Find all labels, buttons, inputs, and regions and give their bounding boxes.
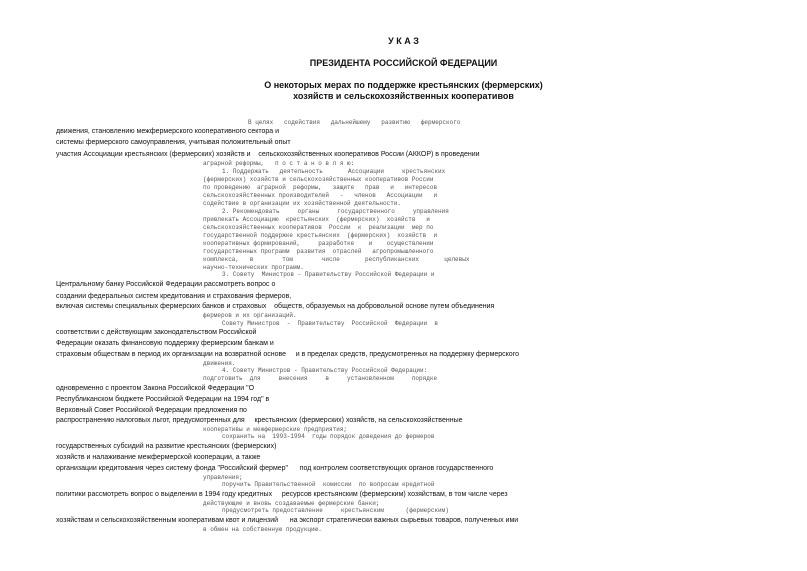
body-line: аграрной реформы, п о с т а н о в л я ю: <box>203 160 355 167</box>
body-line: кооперативных формирований, разработке и осуществлении <box>203 240 434 247</box>
body-line: создании федеральных систем кредитования и страхования фермеров, <box>56 293 292 300</box>
body-line: (фермерских) хозяйств и сельскохозяйственных кооперативов России <box>203 176 434 183</box>
body-line: кооперативы и межфермерские предприятия; <box>203 426 348 433</box>
body-line: хозяйствам и сельскохозяйственным кооперативам квот и лицензий на экспорт стратегически важных сырьевых товаров, полученных ими <box>56 517 519 524</box>
body-line: распространению налоговых льгот, предусмотренных для крестьянских (фермерских) хозяйств, на сельскохозяйственные <box>56 417 463 424</box>
document-title-line-1: О некоторых мерах по поддержке крестьянских (фермерских) <box>264 80 543 90</box>
body-line: хозяйств и налаживание межфермерской кооперации, а также <box>56 454 261 461</box>
body-line: участия Ассоциации крестьянских (фермерских) хозяйств и сельскохозяйственных кооперативов России (АККОР) в проведении <box>56 151 480 158</box>
body-line: соответствии с действующим законодательством Российской <box>56 329 257 336</box>
body-line: 1. Поддержать деятельность Ассоциации крестьянских <box>222 168 446 175</box>
body-line: сельскохозяйственных кооперативов России к реализации мер по <box>203 224 434 231</box>
issuer-heading: ПРЕЗИДЕНТА РОССИЙСКОЙ ФЕДЕРАЦИИ <box>309 58 498 68</box>
body-line: научно-технических программ. <box>203 264 304 271</box>
body-line: действующие и вновь создаваемые фермерские банки; <box>203 500 380 507</box>
document-title-line-2: хозяйств и сельскохозяйственных кооперативов <box>293 91 514 101</box>
body-line: привлекать Ассоциацию крестьянских (фермерских) хозяйств и <box>203 216 430 223</box>
body-line: управления; <box>203 474 243 481</box>
body-line: сельскохозяйственных производителей - членов Ассоциации и <box>203 192 438 199</box>
body-line: страховым обществам в период их организации на возвратной основе и в пределах средств, предусмотренных на поддержку фермерского <box>56 351 519 358</box>
body-line: в обмен на собственную продукцию. <box>203 526 322 533</box>
body-line: поручить Правительственной комиссии по вопросам кредитной <box>222 481 435 488</box>
body-line: организации кредитования через систему фонда "Российский фермер" под контролем соответствующих органов государственного <box>56 465 494 472</box>
body-line: государственных программ развития отраслей агропромышленного <box>203 248 434 255</box>
body-line: движения, становлению межфермерского кооперативного сектора и <box>56 128 280 135</box>
body-line: Федерации оказать финансовую поддержку фермерским банкам и <box>56 340 274 347</box>
body-line: государственной поддержке крестьянских (фермерских) хозяйств и <box>203 232 438 239</box>
body-line: В целях содействия дальнейшему развитию фермерского <box>248 119 461 126</box>
decree-heading: У К А З <box>388 36 419 46</box>
body-line: фермеров и их организаций. <box>203 312 297 319</box>
body-line: системы фермерского самоуправления, учитывая положительный опыт <box>56 139 291 146</box>
body-line: Республиканском бюджете Российской Федерации на 1994 год" в <box>56 396 270 403</box>
body-line: предусмотреть предоставление крестьянским (фермерским) <box>222 507 449 514</box>
body-line: Центральному банку Российской Федерации рассмотреть вопрос о <box>56 281 276 288</box>
body-line: движения. <box>203 360 236 367</box>
body-line: комплекса, в том числе республиканских целевых <box>203 256 470 263</box>
body-line: сохранить на 1993-1994 годы порядок доведения до фермеров <box>222 433 435 440</box>
body-line: 4. Совету Министров - Правительству Российской Федерации: <box>222 367 428 374</box>
body-line: Совету Министров - Правительству Российской Федерации в <box>222 320 439 327</box>
body-line: содействие в организации их хозяйственной деятельности. <box>203 200 402 207</box>
body-line: подготовить для внесения в установленном порядке <box>203 375 438 382</box>
body-line: политики рассмотреть вопрос о выделении в 1994 году кредитных ресурсов крестьянским (фермерским) хозяйствам, в том числе через <box>56 491 508 498</box>
body-line: государственных субсидий на развитие крестьянских (фермерских) <box>56 443 277 450</box>
body-line: по проведению аграрной реформы, защите прав и интересов <box>203 184 438 191</box>
body-line: 3. Совету Министров - Правительству Российской Федерации и <box>222 271 435 278</box>
body-line: Верховный Совет Российской Федерации предложения по <box>56 407 247 414</box>
body-line: включая системы специальных фермерских банков и страховых обществ, образуемых на добровольной основе путем объединения <box>56 303 495 310</box>
body-line: 2. Рекомендовать органы государственного управления <box>222 208 449 215</box>
body-line: одновременно с проектом Закона Российской Федерации "О <box>56 385 255 392</box>
